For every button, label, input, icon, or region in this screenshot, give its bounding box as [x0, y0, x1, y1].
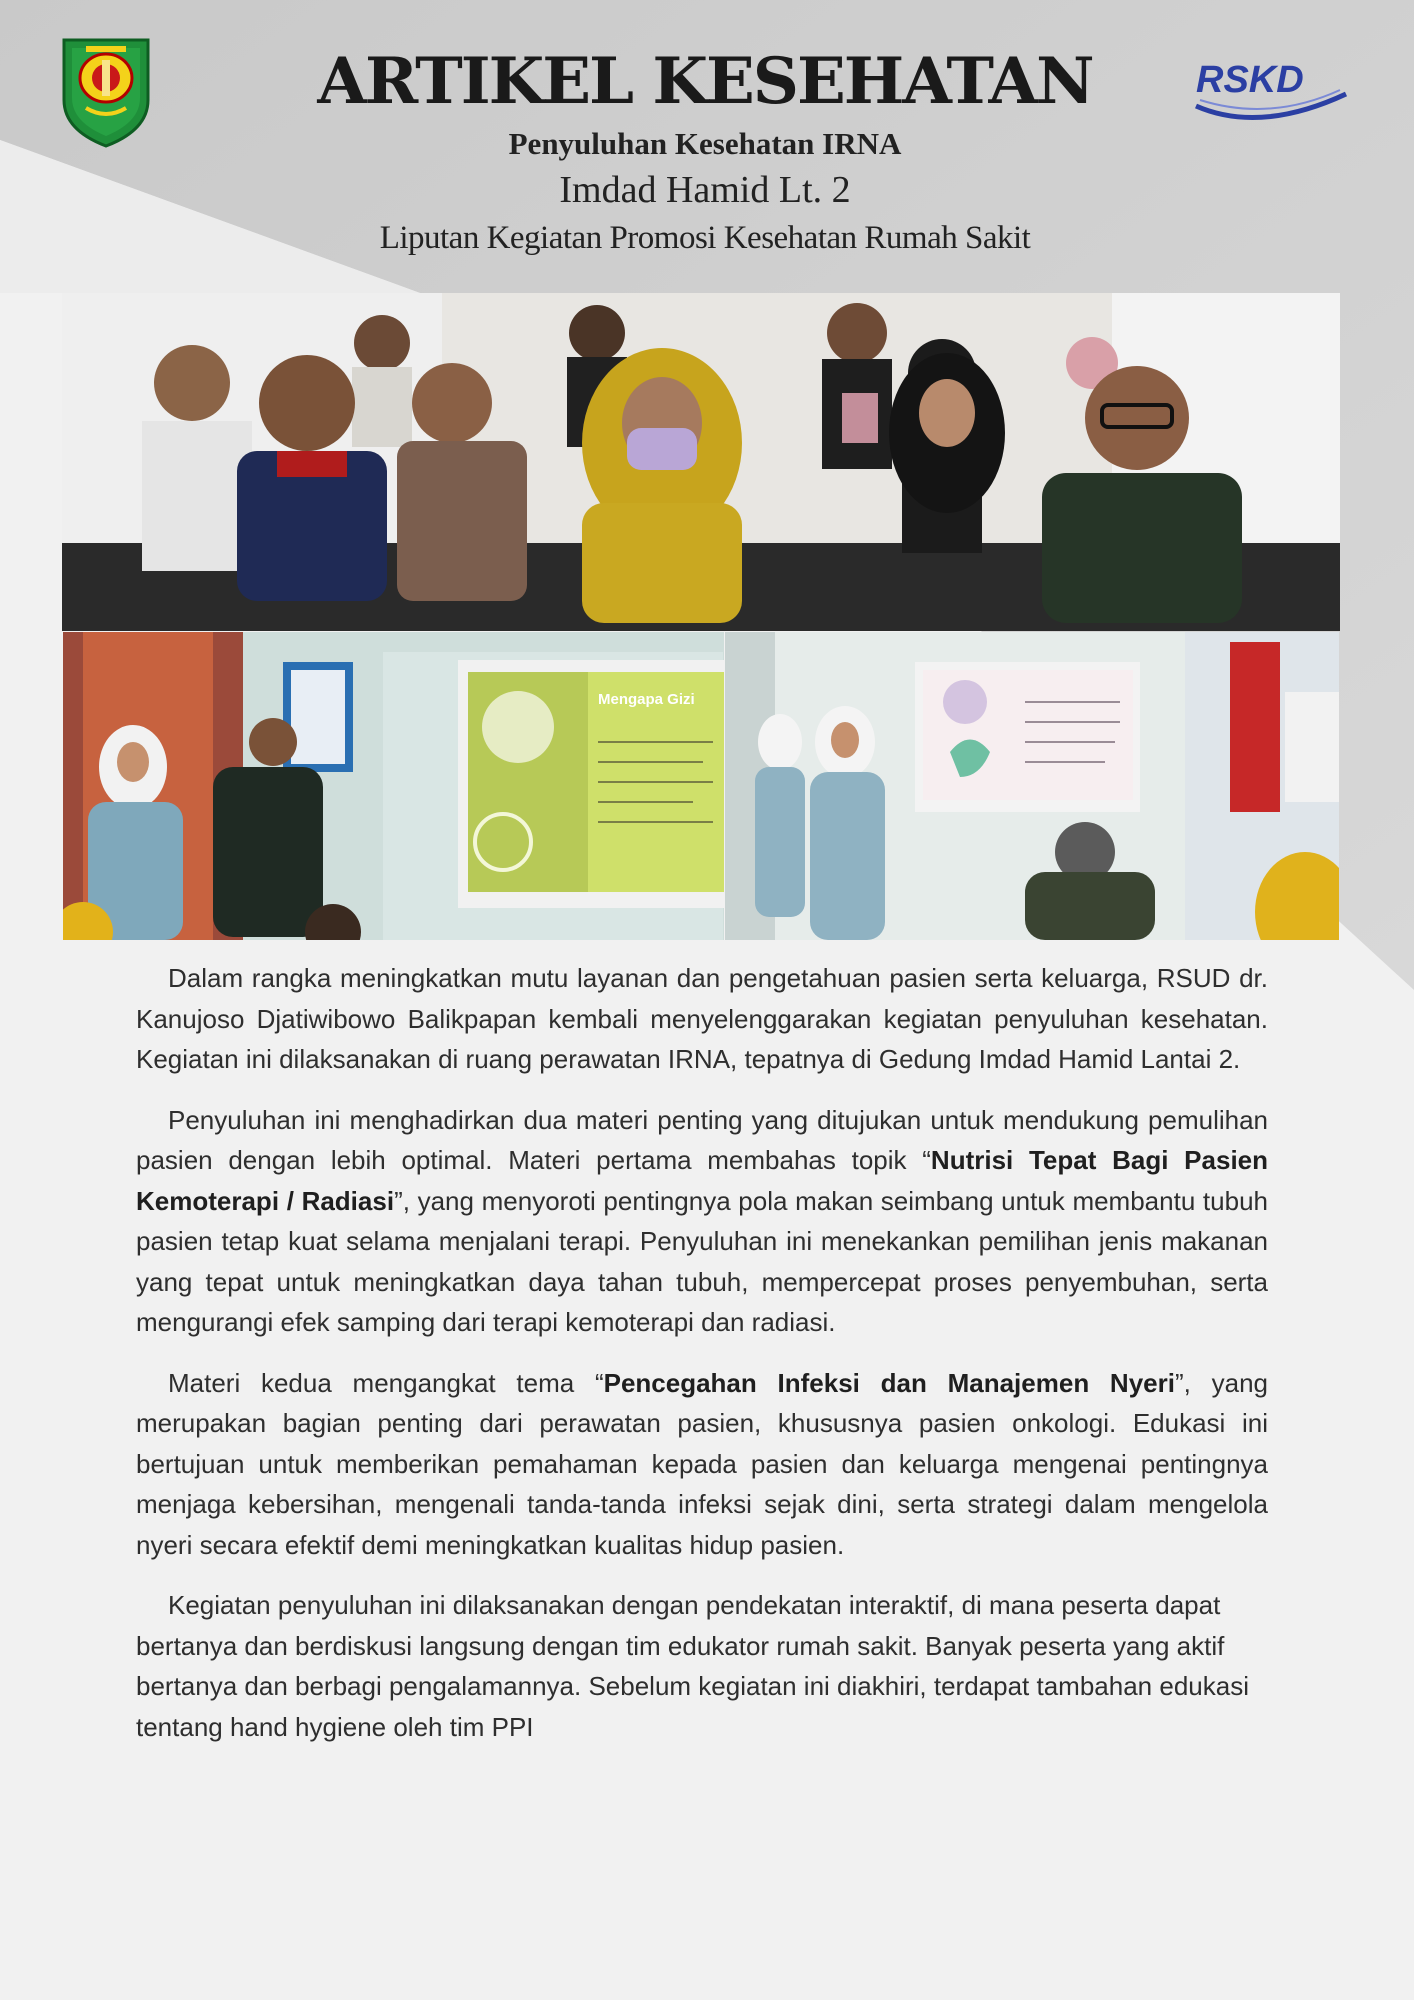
article-body [136, 958, 1268, 1767]
header [260, 42, 1150, 260]
paragraph-2-text-end: ”, yang menyoroti pentingnya pola makan seimbang untuk membantu tubuh pasien tetap kuat selama menjalani terapi. Penyuluhan ini menekankan pemilihan jenis makanan yang tepat untuk meningkatkan daya tahan tubuh, mempercepat proses penyembuhan, serta mengurangi efek samping dari terapi kemoterapi dan radiasi. [136, 1185, 1268, 1337]
article-paragraph-2 [136, 1100, 1268, 1343]
topic-1-title: Nutrisi Tepat Bagi Pasien Kemoterapi / Radiasi [136, 1145, 1269, 1216]
rskd-logo-text: RSKD [1196, 59, 1304, 101]
rskd-hospital-logo [1190, 50, 1360, 130]
city-emblem-icon [56, 30, 156, 150]
article-paragraph-3 [136, 1363, 1268, 1566]
paragraph-2-text-start: Penyuluhan ini menghadirkan dua materi penting yang ditujukan untuk mendukung pemulihan pasien dengan lebih optimal. Materi pertama membahas topik “ [136, 1104, 1268, 1175]
topic-2-title: Pencegahan Infeksi dan Manajemen Nyeri [603, 1367, 1175, 1398]
article-paragraph-4: Kegiatan penyuluhan ini dilaksanakan dengan pendekatan interaktif, di mana peserta dapat bertanya dan berdiskusi langsung dengan tim edukator rumah sakit. Banyak peserta yang aktif bertanya dan berbagi pengalamannya. Sebelum kegiatan ini diakhiri, terdapat tambahan edukasi tentang hand hygiene oleh tim PPI [136, 1590, 1249, 1742]
page-title: ARTIKEL KESEHATAN [317, 44, 1093, 119]
hand-hygiene-presentation-photo [725, 632, 1339, 940]
rskd-hospital-logo-icon [1190, 50, 1360, 130]
paragraph-3-text-end: ”, yang merupakan bagian penting dari perawatan pasien, khususnya pasien onkologi. Edukasi ini bertujuan untuk memberikan pemahaman kepada pasien dan keluarga mengenai pentingnya menjaga kebersihan, mengenali tanda-tanda infeksi sejak dini, serta strategi dalam mengelola nyeri secara efektif demi meningkatkan kualitas hidup pasien. [136, 1367, 1268, 1560]
page-location: Imdad Hamid Lt. 2 [559, 169, 851, 211]
nutrition-presentation-photo [63, 632, 724, 940]
article-paragraph-1: Dalam rangka meningkatkan mutu layanan dan pengetahuan pasien serta keluarga, RSUD dr. Kanujoso Djatiwibowo Balikpapan kembali menyelenggarakan kegiatan penyuluhan kesehatan. Kegiatan ini dilaksanakan di ruang perawatan IRNA, tepatnya di Gedung Imdad Hamid Lantai 2. [136, 963, 1268, 1074]
paragraph-3-text-start: Materi kedua mengangkat tema “ [168, 1367, 604, 1398]
city-emblem-logo [56, 30, 156, 150]
page-tagline: Liputan Kegiatan Promosi Kesehatan Rumah Sakit [379, 220, 1031, 256]
page-subtitle: Penyuluhan Kesehatan IRNA [508, 126, 902, 161]
audience-participants-photo [62, 293, 1340, 631]
slide-title-left: Mengapa Gizi [598, 691, 695, 708]
